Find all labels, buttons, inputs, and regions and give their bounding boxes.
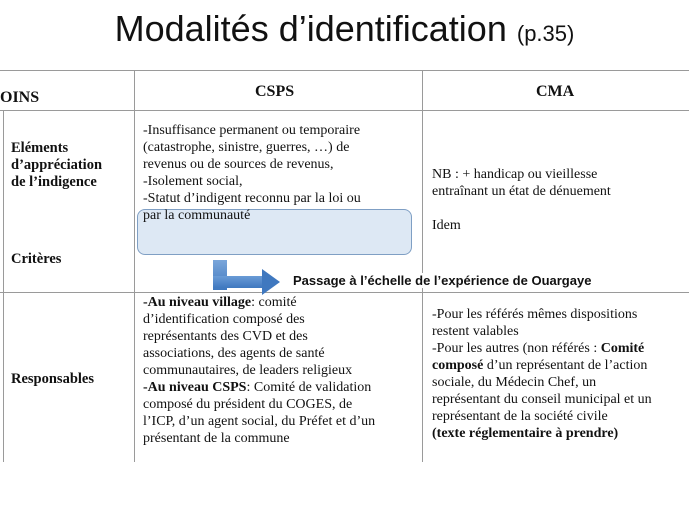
label-elements-line: Eléments <box>11 140 69 156</box>
csps-rest: : Comité de validation <box>246 380 372 395</box>
csps-line: -Insuffisance permanent ou temporaire <box>143 123 361 138</box>
cma-plain: -Pour les autres (non référés : <box>432 341 601 356</box>
header-csps: CSPS <box>255 83 295 100</box>
village-rest: : comité <box>251 295 297 310</box>
village-bold: -Au niveau village <box>143 295 252 310</box>
csps-village-line <box>143 294 375 311</box>
cma-line: restent valables <box>432 324 519 339</box>
csps-line: composé du président du COGES, de <box>143 397 353 412</box>
cma-line: entraînant un état de dénuement <box>432 184 611 199</box>
cma-bold: composé <box>432 358 484 373</box>
header-cma: CMA <box>536 83 575 100</box>
cma-rest: d’un représentant de l’action <box>483 358 648 373</box>
cma-spacer <box>432 200 611 217</box>
cma-line: NB : + handicap ou vieillesse <box>432 167 598 182</box>
cma-line-mixed <box>432 357 652 374</box>
cma-line-mixed <box>432 340 652 357</box>
csps-line: représentants des CVD et des <box>143 329 308 344</box>
csps-line: (catastrophe, sinistre, guerres, …) de <box>143 140 350 155</box>
arrow-right-segment <box>213 276 263 288</box>
col2-left-border <box>134 70 135 462</box>
row1-cma-cell <box>432 166 611 234</box>
csps-bold: -Au niveau CSPS <box>143 380 247 395</box>
csps-line: présentant de la commune <box>143 431 290 446</box>
slide-title <box>0 8 689 50</box>
arrow-right-icon <box>262 269 280 295</box>
row1-bottom-border <box>0 292 689 293</box>
left-inner-border <box>3 110 4 462</box>
csps-line: revenus ou de sources de revenus, <box>143 157 334 172</box>
csps-line: par la communauté <box>143 208 251 223</box>
cma-last-bold: (texte réglementaire à prendre) <box>432 426 619 441</box>
cma-line: Idem <box>432 218 461 233</box>
cma-line: représentant de la société civile <box>432 409 608 424</box>
header-col1: OINS <box>0 89 40 106</box>
cma-line: sociale, du Médecin Chef, un <box>432 375 597 390</box>
csps-line: associations, des agents de santé <box>143 346 325 361</box>
label-criteres: Critères <box>11 251 62 267</box>
cma-line: -Pour les référés mêmes dispositions <box>432 307 638 322</box>
label-elements-line: d’appréciation <box>11 157 103 173</box>
title-main: Modalités d’identification <box>114 8 507 49</box>
row1-csps-cell <box>143 122 361 224</box>
csps-line: communautaires, de leaders religieux <box>143 363 353 378</box>
callout-passage: Passage à l’échelle de l’expérience de Ouargaye <box>293 273 592 288</box>
csps-line: -Statut d’indigent reconnu par la loi ou <box>143 191 361 206</box>
csps-level-line <box>143 379 375 396</box>
cma-line: représentant du conseil municipal et un <box>432 392 652 407</box>
label-elements <box>11 140 102 191</box>
title-page-ref: (p.35) <box>516 21 575 46</box>
col3-left-border <box>422 70 423 462</box>
csps-line: d’identification composé des <box>143 312 305 327</box>
label-elements-line: de l’indigence <box>11 174 97 190</box>
identification-table <box>0 70 689 462</box>
row2-cma-cell <box>432 306 652 442</box>
csps-line: -Isolement social, <box>143 174 243 189</box>
csps-line: l’ICP, d’un agent social, du Préfet et d’un <box>143 414 376 429</box>
cma-bold: Comité <box>600 341 645 356</box>
table-top-border <box>0 70 689 71</box>
label-responsables: Responsables <box>11 371 94 387</box>
header-bottom-border <box>0 110 689 111</box>
row2-csps-cell <box>143 294 375 447</box>
